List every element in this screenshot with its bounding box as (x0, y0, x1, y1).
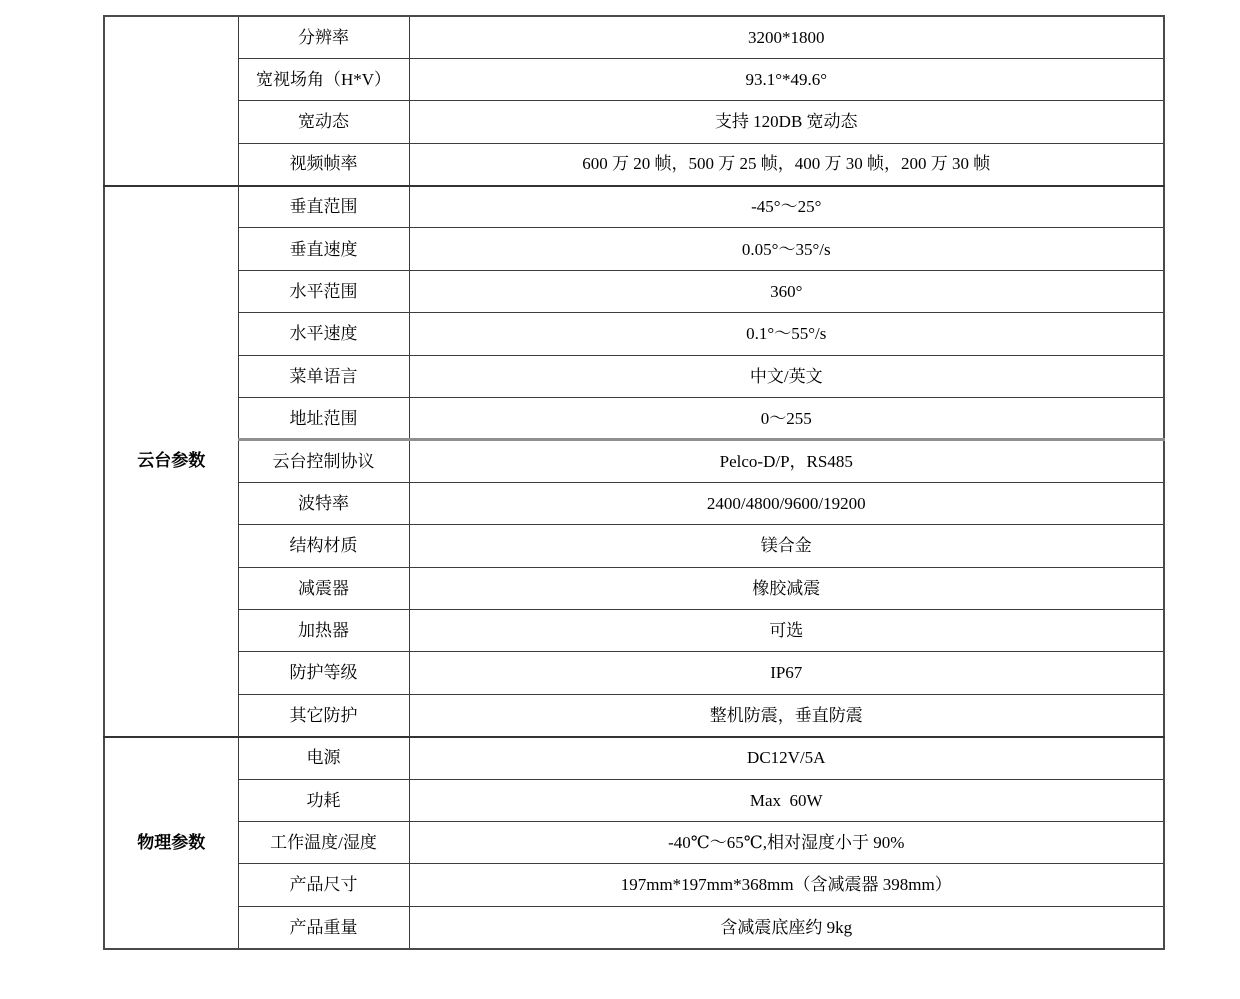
table-row (104, 694, 1164, 736)
category-cell: 物理参数 (104, 737, 238, 949)
value-cell: Max 60W (409, 779, 1164, 821)
value-cell: Pelco-D/P，RS485 (409, 440, 1164, 482)
table-row (104, 313, 1164, 355)
param-cell: 结构材质 (238, 525, 409, 567)
value-cell: 197mm*197mm*368mm（含减震器 398mm） (409, 864, 1164, 906)
table-row (104, 779, 1164, 821)
table-row (104, 652, 1164, 694)
param-cell: 云台控制协议 (238, 440, 409, 482)
value-cell: 中文/英文 (409, 355, 1164, 397)
table-row (104, 143, 1164, 185)
param-cell: 宽视场角（H*V） (238, 58, 409, 100)
value-cell: 93.1°*49.6° (409, 58, 1164, 100)
value-cell: 0.05°～35°/s (409, 228, 1164, 270)
value-cell: 整机防震，垂直防震 (409, 694, 1164, 736)
value-cell: 0.1°～55°/s (409, 313, 1164, 355)
category-cell (104, 16, 238, 186)
spec-table (103, 15, 1165, 950)
value-cell: IP67 (409, 652, 1164, 694)
value-cell: -40℃～65℃,相对湿度小于 90% (409, 821, 1164, 863)
param-cell: 菜单语言 (238, 355, 409, 397)
table-row (104, 16, 1164, 58)
table-row (104, 864, 1164, 906)
value-cell: 支持 120DB 宽动态 (409, 101, 1164, 143)
param-cell: 视频帧率 (238, 143, 409, 185)
param-cell: 垂直范围 (238, 186, 409, 228)
table-row (104, 737, 1164, 779)
value-cell: 3200*1800 (409, 16, 1164, 58)
value-cell: 360° (409, 270, 1164, 312)
param-cell: 地址范围 (238, 398, 409, 440)
value-cell: 镁合金 (409, 525, 1164, 567)
param-cell: 加热器 (238, 609, 409, 651)
value-cell: 含减震底座约 9kg (409, 906, 1164, 948)
param-cell: 电源 (238, 737, 409, 779)
table-row (104, 228, 1164, 270)
param-cell: 水平范围 (238, 270, 409, 312)
param-cell: 分辨率 (238, 16, 409, 58)
table-row (104, 58, 1164, 100)
table-row (104, 482, 1164, 524)
value-cell: 0～255 (409, 398, 1164, 440)
param-cell: 防护等级 (238, 652, 409, 694)
table-row (104, 525, 1164, 567)
param-cell: 水平速度 (238, 313, 409, 355)
param-cell: 功耗 (238, 779, 409, 821)
table-row (104, 906, 1164, 948)
param-cell: 减震器 (238, 567, 409, 609)
value-cell: 600 万 20 帧，500 万 25 帧，400 万 30 帧，200 万 30 帧 (409, 143, 1164, 185)
table-row (104, 821, 1164, 863)
param-cell: 宽动态 (238, 101, 409, 143)
table-row (104, 567, 1164, 609)
table-row (104, 186, 1164, 228)
value-cell: 可选 (409, 609, 1164, 651)
param-cell: 工作温度/湿度 (238, 821, 409, 863)
value-cell: DC12V/5A (409, 737, 1164, 779)
param-cell: 垂直速度 (238, 228, 409, 270)
table-row (104, 440, 1164, 482)
value-cell: 橡胶减震 (409, 567, 1164, 609)
param-cell: 其它防护 (238, 694, 409, 736)
table-row (104, 355, 1164, 397)
value-cell: -45°～25° (409, 186, 1164, 228)
table-row (104, 398, 1164, 440)
category-cell: 云台参数 (104, 186, 238, 737)
param-cell: 产品重量 (238, 906, 409, 948)
table-row (104, 270, 1164, 312)
table-row (104, 609, 1164, 651)
value-cell: 2400/4800/9600/19200 (409, 482, 1164, 524)
param-cell: 波特率 (238, 482, 409, 524)
table-row (104, 101, 1164, 143)
param-cell: 产品尺寸 (238, 864, 409, 906)
